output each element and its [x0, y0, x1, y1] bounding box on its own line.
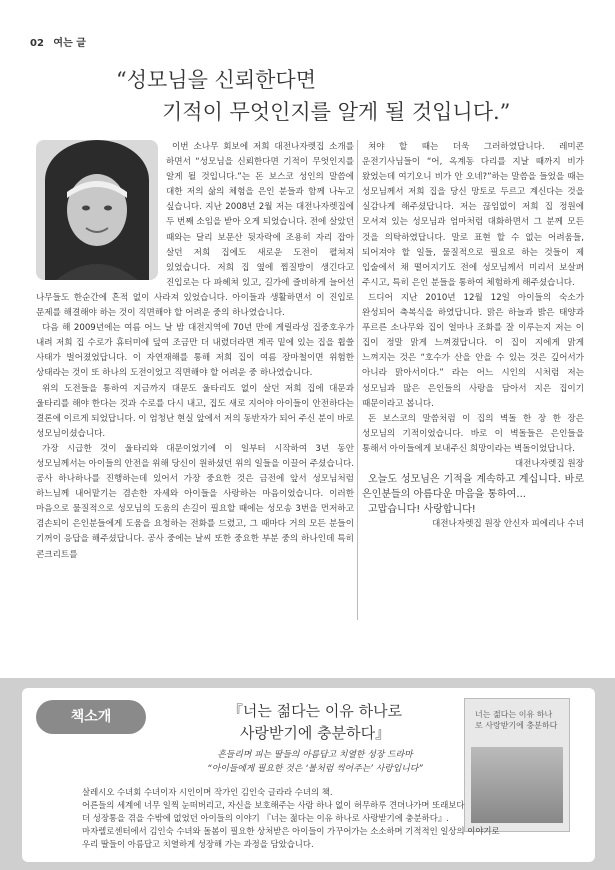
book-description	[82, 786, 552, 851]
article-paragraph: 쳐야 할 때는 더욱 그러하였답니다. 레미콘 운전기사님들이 “어, 옥계동 다리를 지날 때까지 비가 왔었는데 여기오니 비가 안 오네?”하는 말씀을 들었을 때는 성모님께서 저희 집을 당신 망토로 두르고 계신다는 것을 실감나게 해주셨답니다. 저는 끊임없이 저희 집 정원에 모셔져 있는 성모님과 엄마처럼 대화하면서 그 분께 모든 것을 의탁하였답니다. 말로 표현 할 수 없는 어려움들, 되어져야 할 일들, 물질적으로 필요로 하는 것들이 제 입술에서 채 떨어지기도 전에 성모님께서 미리서 보살펴 주시고, 특히 은인 분들을 통하여 체험하게 해주셨습니다.	[362, 142, 584, 288]
book-description-line: 더 성장통을 겪을 수밖에 없었던 아이들의 이야기 『너는 젊다는 이유 하나로 사랑받기에 충분하다』.	[82, 813, 449, 823]
book-description-line: 마자렐로센터에서 김인숙 수녀와 돌봄이 필요한 상처받은 아이들이 가꾸어가는 소소하며 기적적인 일상의 이야기로	[82, 826, 500, 836]
book-intro-card	[22, 688, 595, 862]
article-paragraph: 다음 해 2009년에는 여름 어느 날 밤 대전지역에 70년 만에 게릴라성 집중호우가 내려 저희 집 수로가 휴터미에 덮여 조금만 더 내렸더라면 계곡 밑에 있는 집을 휩쓸 사태가 벌어졌었답니다. 이 자연재해를 통해 저희 집이 여름 장마철이면 위험한 상태라는 것이 또 하나의 도전이었고 직면해야 할 어려운 중 하나였습니다.	[36, 323, 354, 379]
article-right-column	[362, 140, 584, 532]
quote-line-1: “성모님을 신뢰한다면	[116, 68, 316, 92]
book-description-line: 살레시오 수녀회 수녀이자 시인이며 작가인 김인숙 글라라 수녀의 책.	[82, 787, 333, 797]
quote-title	[112, 64, 582, 128]
signature-full: 대전나자렛집 원장 안신자 피에리나 수녀	[431, 519, 584, 530]
signature-short: 대전나자렛집 원장	[514, 458, 584, 469]
book-intro-section	[0, 678, 615, 870]
book-subtitle-1: 흔들리며 피는 딸들의 아름답고 치열한 성장 드라마	[217, 750, 413, 760]
closing-line: 오늘도 성모님은 기적을 계속하고 계십니다. 바로 은인분들의 아름다운 마음을 통하여...	[362, 474, 584, 501]
article-paragraph: 이번 소나무 회보에 저희 대전나자렛집 소개를 하면서 “성모님을 신뢰한다면 기적이 무엇인지를 알게 될 것입니다.”는 돈 보스코 성인의 말씀에 대한 저의 삶의 체험을 은인 분들과 함께 나누고 싶습니다. 지난 2008년 2월 저는 대전나자렛집에 두 번째 소임을 받아 오게 되었습니다. 전에 살았던 때와는 달리 보문산 뒷자락에 조용히 자리 잡아 살던 저희 집에도 새로운 도전이 펼쳐져 있었습니다. 저희 집 옆에 찜질방이 생긴다고 진입로는 다 파헤쳐 있고, 길가에 즐비하게 늘어선 나무들도 한순간에 흔적 없이 사라져 있었습니다. 아이들과 생활하면서 이 진입로 문제를 해결해야 하는 것이 직면해야 할 어려운 중의 하나였습니다.	[36, 142, 354, 319]
book-title-line-2: 사랑받기에 충분하다』	[239, 724, 391, 742]
section-name: 여는 글	[53, 38, 86, 49]
book-cover-title: 너는 젊다는 이유 하나로 사랑받기에 충분하다	[475, 710, 558, 730]
book-subtitle	[172, 748, 458, 776]
book-description-line: 우리 딸들이 아름답고 치열하게 성장해 가는 과정을 담았습니다.	[82, 839, 314, 849]
page-header	[30, 34, 86, 49]
article-left-column	[36, 140, 354, 563]
article-paragraph: 돈 보스코의 말씀처럼 이 집의 벽돌 한 장 한 장은 성모님의 기적이었습니다. 바로 이 벽돌들은 은인들을 통해서 아이들에게 보내주신 희망이라는 벽돌이었답니다.	[362, 413, 584, 454]
page-number: 02	[30, 38, 44, 49]
column-divider	[357, 140, 358, 620]
book-intro-badge: 책소개	[36, 700, 146, 734]
article-paragraph: 위의 도전들을 통하여 지금까지 대문도 울타리도 없이 살던 저희 집에 대문과 울타리를 해야 한다는 것과 수로를 다시 내고, 집도 새로 지어야 아이들이 안전하다는 결론에 이르게 되었답니다. 이 엄청난 현실 앞에서 저의 동반자가 되어 주신 분이 바로 성모님이셨습니다.	[36, 383, 354, 439]
article-paragraph: 가장 시급한 것이 울타리와 대문이었기에 이 일부터 시작하여 3년 동안 성모님께서는 아이들의 안전을 위해 당신이 원하셨던 위의 일들을 이끌어 주셨습니다. 공사 하나하나를 진행하는데 있어서 가장 중요한 것은 금전에 앞서 성모님처럼 하느님께 내어맡기는 겸손한 자세와 아이들을 사랑하는 마음이었습니다. 이러한 마음으로 물질적으로 성모님의 도움의 손길이 필요할 때에는 성모송 3번을 먼저하고 겸손되이 은인분들에게 도움을 요청하는 전화를 드렸고, 그 때마다 거의 모든 분들이 기꺼이 응답을 해주셨답니다. 공사 중에는 날씨 또한 중요한 부분 중의 하나인데 특히 콘크리트를	[36, 443, 354, 560]
article-paragraph: 드디어 지난 2010년 12월 12일 아이들의 숙소가 완성되어 축복식을 하였답니다. 맑은 하늘과 밝은 태양과 푸르른 소나무와 집이 얼마나 조화를 잘 이루는지 저는 이 집이 정말 맑게 느껴졌답니다. 이 집이 지에게 맑게 느껴지는 것은 “호수가 산을 안을 수 있는 것은 깊어서가 아니라 맑아서이다.” 라는 어느 시인의 시처럼 저는 성모님과 많은 은인들의 사랑을 담아서 지은 집이기 때문이라고 봅니다.	[362, 292, 584, 409]
quote-line-2: 기적이 무엇인지를 알게 될 것입니다.”	[162, 100, 511, 124]
book-title-line-1: 『너는 젊다는 이유 하나로	[227, 702, 403, 720]
book-title	[170, 700, 460, 744]
book-subtitle-2: “아이들에게 필요한 것은 ‘볼처럼 씩어주는’ 사랑입니다”	[207, 764, 423, 774]
closing-line: 고맙습니다! 사랑합니다!	[368, 504, 476, 516]
book-description-line: 어른들의 세계에 너무 일찍 눈떠버리고, 자신을 보호해주는 사람 하나 없이 허무하루 견뎌나가며 또래보다	[82, 800, 465, 810]
